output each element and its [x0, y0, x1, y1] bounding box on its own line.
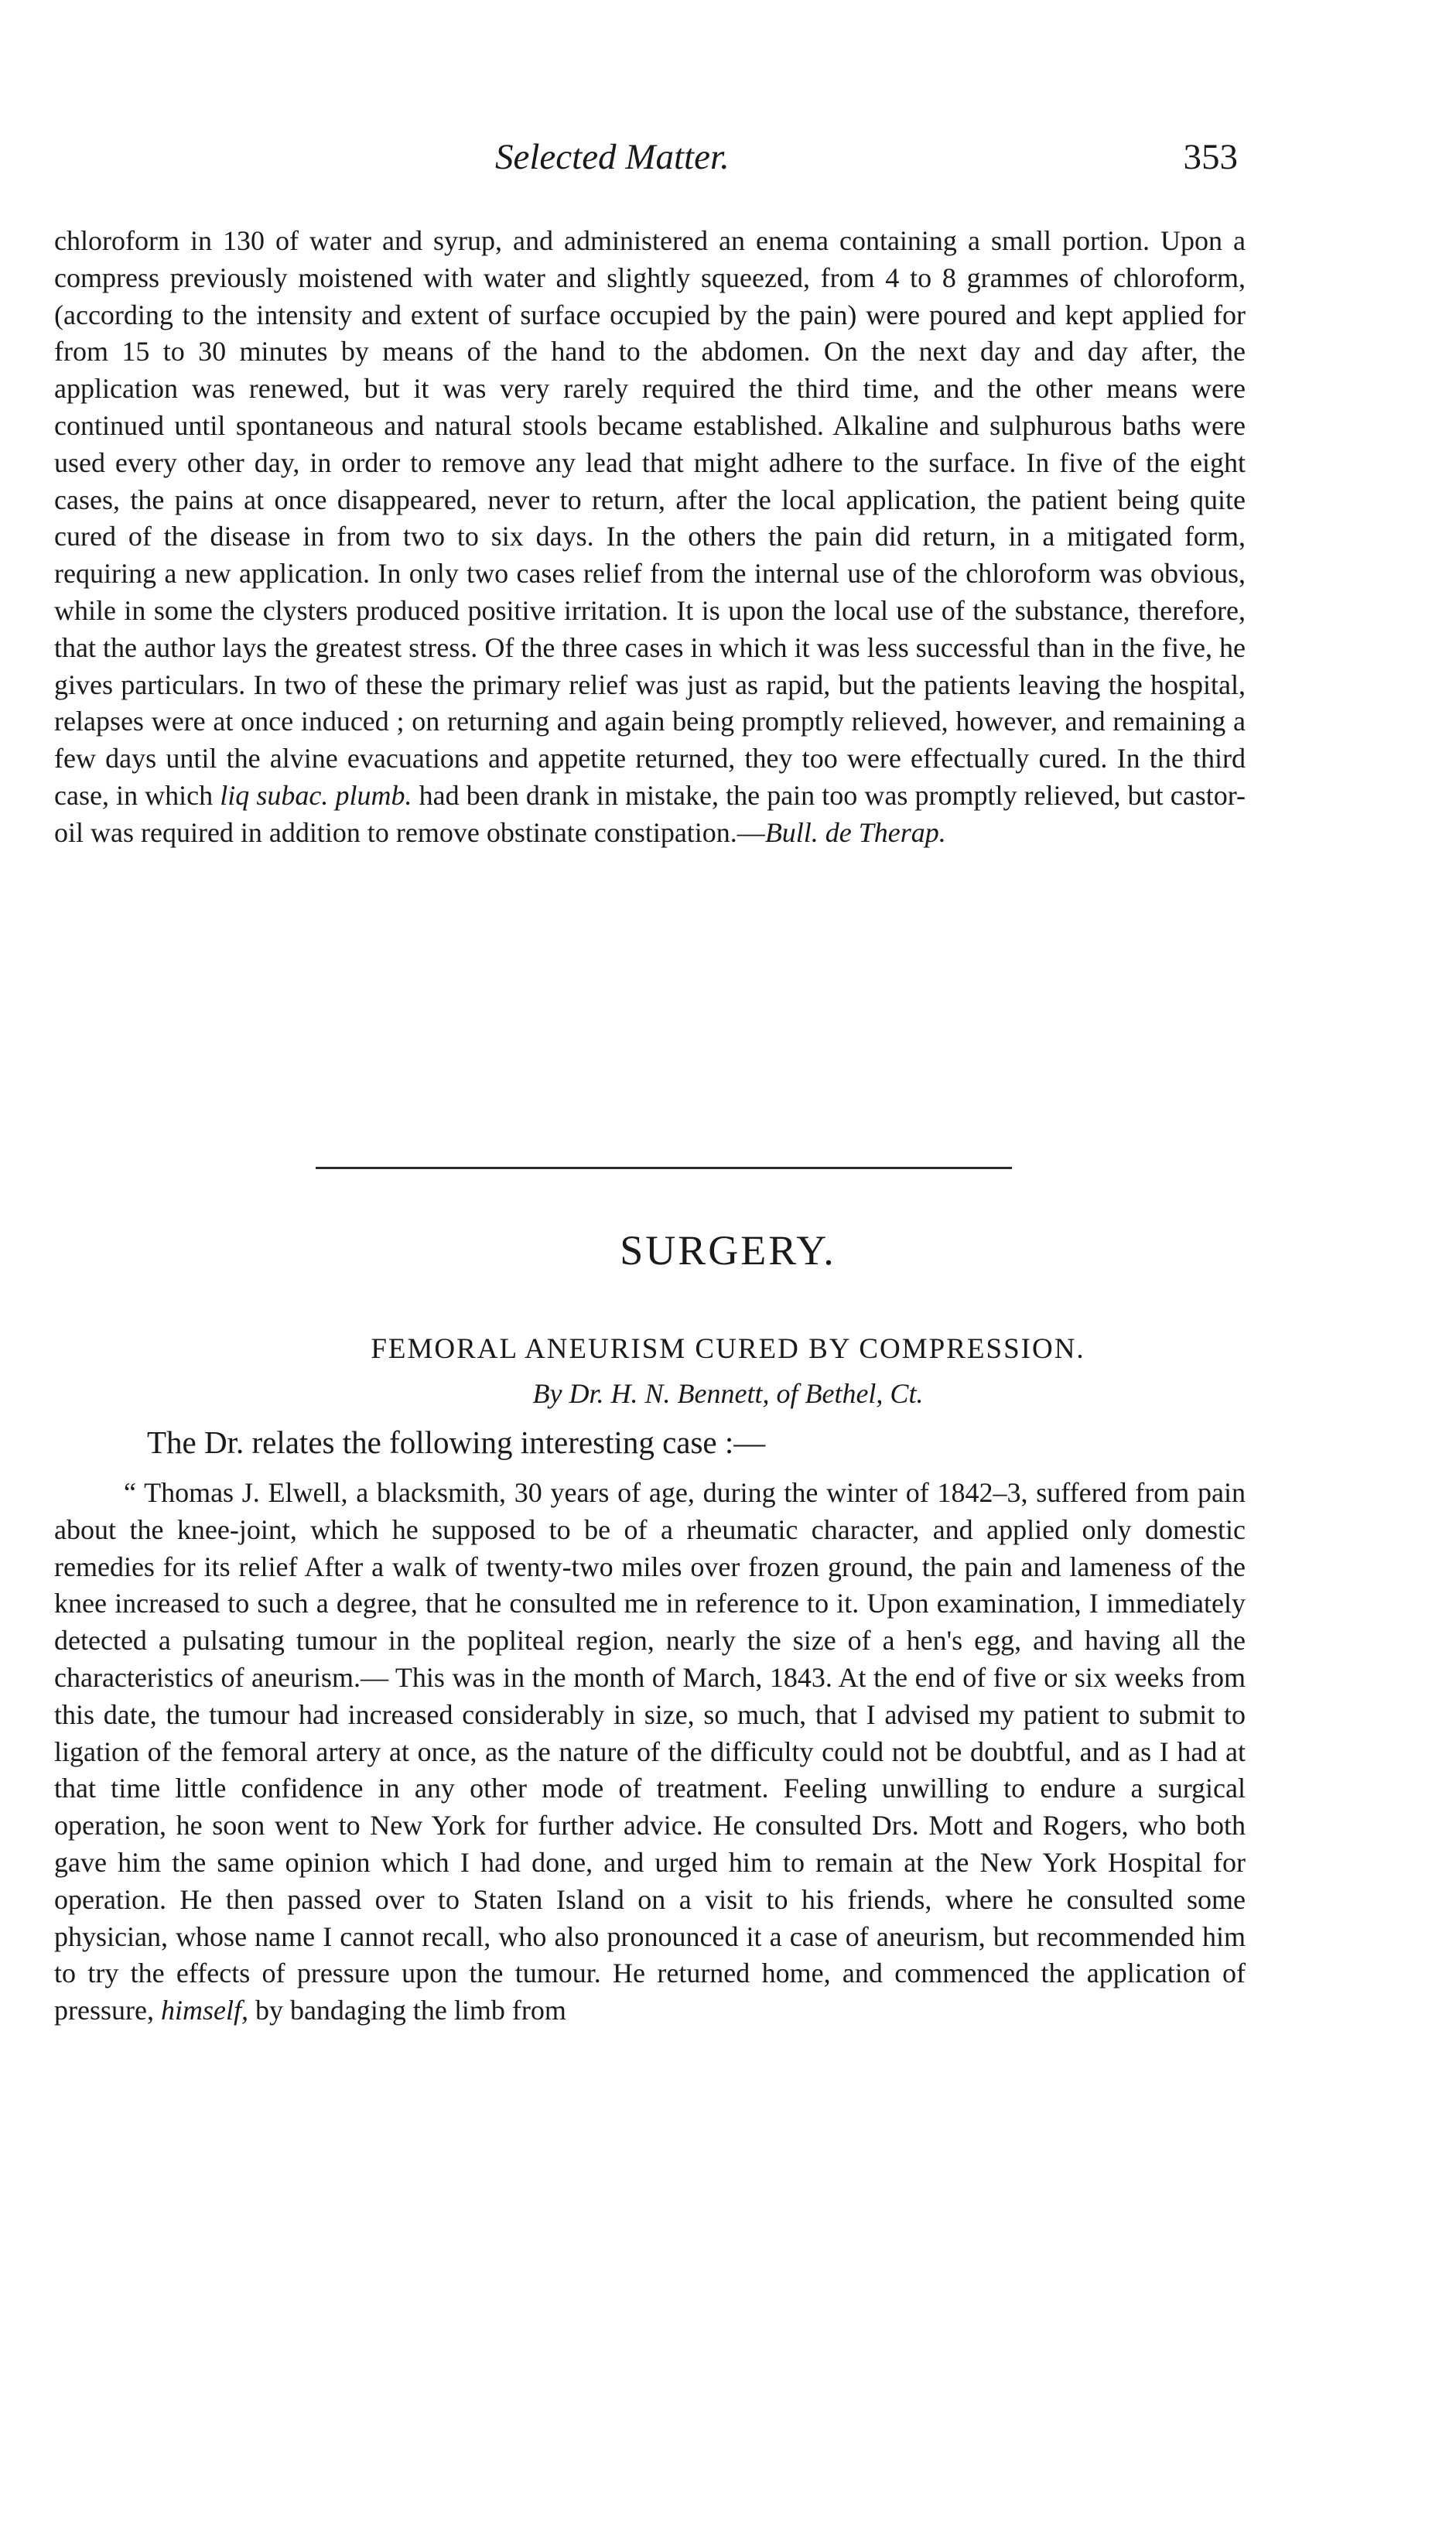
section-heading: SURGERY.	[620, 1227, 836, 1274]
section-divider	[316, 1167, 1012, 1169]
case-paragraph	[54, 1475, 1246, 2030]
italic-emphasis: himself,	[160, 1995, 248, 2026]
paragraph-continuation	[54, 223, 1246, 852]
page-number: 353	[1183, 137, 1238, 177]
running-head	[495, 136, 1238, 183]
paragraph-text	[54, 1475, 1246, 2030]
byline: By Dr. H. N. Bennett, of Bethel, Ct.	[532, 1378, 924, 1409]
running-title: Selected Matter.	[495, 137, 730, 177]
paragraph-text	[54, 223, 1246, 852]
article-title: FEMORAL ANEURISM CURED BY COMPRESSION.	[371, 1333, 1085, 1365]
intro-line: The Dr. relates the following interesting case :—	[147, 1424, 766, 1460]
paragraph-tail: had been drank in mistake, the pain too was promptly relieved, but castor-oil was required in addition to remove obstinate constipation.—	[54, 779, 1246, 848]
paragraph-tail: by bandaging the limb from	[248, 1995, 566, 2026]
citation: Bull. de Therap.	[764, 816, 946, 848]
paragraph-body: chloroform in 130 of water and syrup, and administered an enema containing a small portion. Upon a compress previously moistened with water and slightly squeezed, from 4 to 8 grammes of chloroform, (according to the intensity and extent of surface occupied by the pain) were poured and kept applied for from 15 to 30 minutes by means of the hand to the abdomen. On the next day and day after, the application was renewed, but it was very rarely required the third time, and the other means were continued until spontaneous and natural stools became established. Alkaline and sulphurous baths were used every other day, in order to remove any lead that might adhere to the surface. In five of the eight cases, the pains at once disappeared, never to return, after the local application, the patient being quite cured of the disease in from two to six days. In the others the pain did return, in a mitigated form, requiring a new application. In only two cases relief from the internal use of the chloroform was obvious, while in some the clysters produced positive irritation. It is upon the local use of the substance, therefore, that the author lays the greatest stress. Of the three cases in which it was less successful than in the five, he gives particulars. In two of these the primary relief was just as rapid, but the patients leaving the hospital, relapses were at once induced ; on returning and again being promptly relieved, however, and remaining a few days until the alvine evacuations and appetite returned, they too were effectually cured. In the third case, in which	[54, 225, 1246, 811]
italic-prescription: liq subac. plumb.	[220, 779, 412, 811]
paragraph-body: “ Thomas J. Elwell, a blacksmith, 30 years of age, during the winter of 1842–3, suffered from pain about the knee-joint, which he supposed to be of a rheumatic character, and applied only domestic remedies for its relief After a walk of twenty-two miles over frozen ground, the pain and lameness of the knee increased to such a degree, that he consulted me in reference to it. Upon examination, I immediately detected a pulsating tumour in the popliteal region, nearly the size of a hen's egg, and having all the characteristics of aneurism.— This was in the month of March, 1843. At the end of five or six weeks from this date, the tumour had increased considerably in size, so much, that I advised my patient to submit to ligation of the femoral artery at once, as the nature of the difficulty could not be doubtful, and as I had at that time little confidence in any other mode of treatment. Feeling unwilling to endure a surgical operation, he soon went to New York for further advice. He consulted Drs. Mott and Rogers, who both gave him the same opinion which I had done, and urged him to remain at the New York Hospital for operation. He then passed over to Staten Island on a visit to his friends, where he consulted some physician, whose name I cannot recall, who also pronounced it a case of aneurism, but recommended him to try the effects of pressure upon the tumour. He returned home, and commenced the application of pressure,	[54, 1477, 1246, 2026]
